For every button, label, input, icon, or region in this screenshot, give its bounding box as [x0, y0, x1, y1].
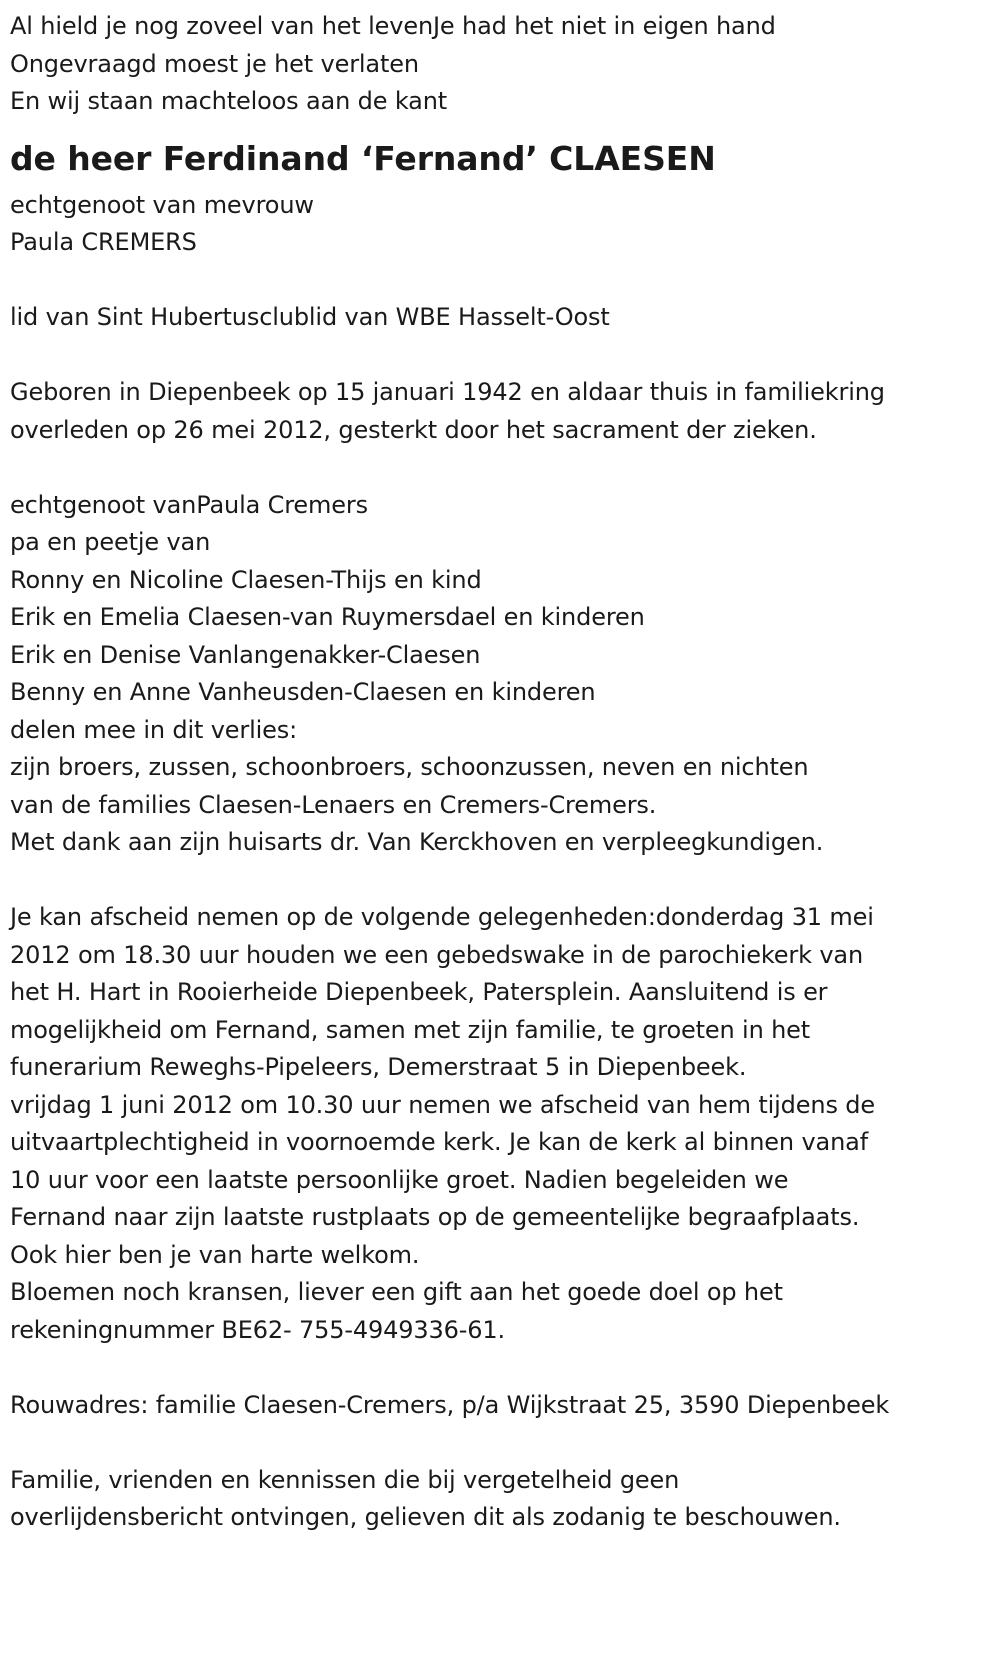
poem-block: [10, 8, 1000, 121]
family-block: [10, 487, 1000, 862]
farewell-line: het H. Hart in Rooierheide Diepenbeek, Patersplein. Aansluitend is er: [10, 978, 828, 1006]
farewell-line: Bloemen noch kransen, liever een gift aan het goede doel op het: [10, 1278, 783, 1306]
birth-death-line: overleden op 26 mei 2012, gesterkt door het sacrament der zieken.: [10, 415, 817, 444]
poem-line: Al hield je nog zoveel van het levenJe had het niet in eigen hand: [10, 12, 776, 40]
farewell-line: funerarium Reweghs-Pipeleers, Demerstraat 5 in Diepenbeek.: [10, 1053, 747, 1081]
birth-death-line: Geboren in Diepenbeek op 15 januari 1942 en aldaar thuis in familiekring: [10, 378, 885, 406]
farewell-line: 10 uur voor een laatste persoonlijke groet. Nadien begeleiden we: [10, 1165, 789, 1194]
spacer: [10, 337, 1000, 375]
farewell-line: uitvaartplechtigheid in voornoemde kerk. Je kan de kerk al binnen vanaf: [10, 1128, 868, 1156]
poem-line: En wij staan machteloos aan de kant: [10, 87, 448, 115]
family-line: Met dank aan zijn huisarts dr. Van Kerckhoven en verpleegkundigen.: [10, 828, 824, 856]
farewell-line: Ook hier ben je van harte welkom.: [10, 1240, 420, 1269]
birth-death-block: [10, 374, 1000, 449]
family-line: Benny en Anne Vanheusden-Claesen en kinderen: [10, 678, 596, 706]
spacer: [10, 1349, 1000, 1387]
family-line: Erik en Emelia Claesen-van Ruymersdael en kinderen: [10, 603, 645, 631]
family-line: van de families Claesen-Lenaers en Cremers-Cremers.: [10, 790, 657, 819]
address-line: Rouwadres: familie Claesen-Cremers, p/a Wijkstraat 25, 3590 Diepenbeek: [10, 1390, 890, 1419]
family-line: Erik en Denise Vanlangenakker-Claesen: [10, 640, 481, 669]
farewell-block: [10, 899, 1000, 1349]
address-block: [10, 1387, 1000, 1425]
spacer: [10, 862, 1000, 900]
closing-line: Familie, vrienden en kennissen die bij vergetelheid geen: [10, 1465, 680, 1494]
closing-block: [10, 1462, 1000, 1537]
farewell-line: Fernand naar zijn laatste rustplaats op de gemeentelijke begraafplaats.: [10, 1203, 860, 1231]
farewell-line: rekeningnummer BE62- 755-4949336-61.: [10, 1315, 505, 1344]
poem-line: Ongevraagd moest je het verlaten: [10, 49, 419, 78]
spacer: [10, 262, 1000, 300]
membership-block: [10, 299, 1000, 337]
deceased-name-title: de heer Ferdinand ‘Fernand’ CLAESEN: [10, 138, 716, 178]
spouse-line: Paula CREMERS: [10, 228, 197, 256]
farewell-line: 2012 om 18.30 uur houden we een gebedswake in de parochiekerk van: [10, 940, 864, 969]
spacer: [10, 449, 1000, 487]
family-line: Ronny en Nicoline Claesen-Thijs en kind: [10, 565, 482, 594]
family-line: echtgenoot vanPaula Cremers: [10, 490, 368, 519]
family-line: delen mee in dit verlies:: [10, 715, 298, 744]
farewell-line: mogelijkheid om Fernand, samen met zijn familie, te groeten in het: [10, 1015, 811, 1044]
farewell-line: vrijdag 1 juni 2012 om 10.30 uur nemen we afscheid van hem tijdens de: [10, 1090, 875, 1119]
family-line: zijn broers, zussen, schoonbroers, schoonzussen, neven en nichten: [10, 753, 809, 781]
family-line: pa en peetje van: [10, 528, 211, 556]
spacer: [10, 1424, 1000, 1462]
spouse-line: echtgenoot van mevrouw: [10, 190, 314, 219]
spouse-block: [10, 187, 1000, 262]
farewell-line: Je kan afscheid nemen op de volgende gelegenheden:donderdag 31 mei: [10, 903, 874, 931]
closing-line: overlijdensbericht ontvingen, gelieven dit als zodanig te beschouwen.: [10, 1503, 841, 1531]
membership-line: lid van Sint Hubertusclublid van WBE Hasselt-Oost: [10, 303, 610, 331]
